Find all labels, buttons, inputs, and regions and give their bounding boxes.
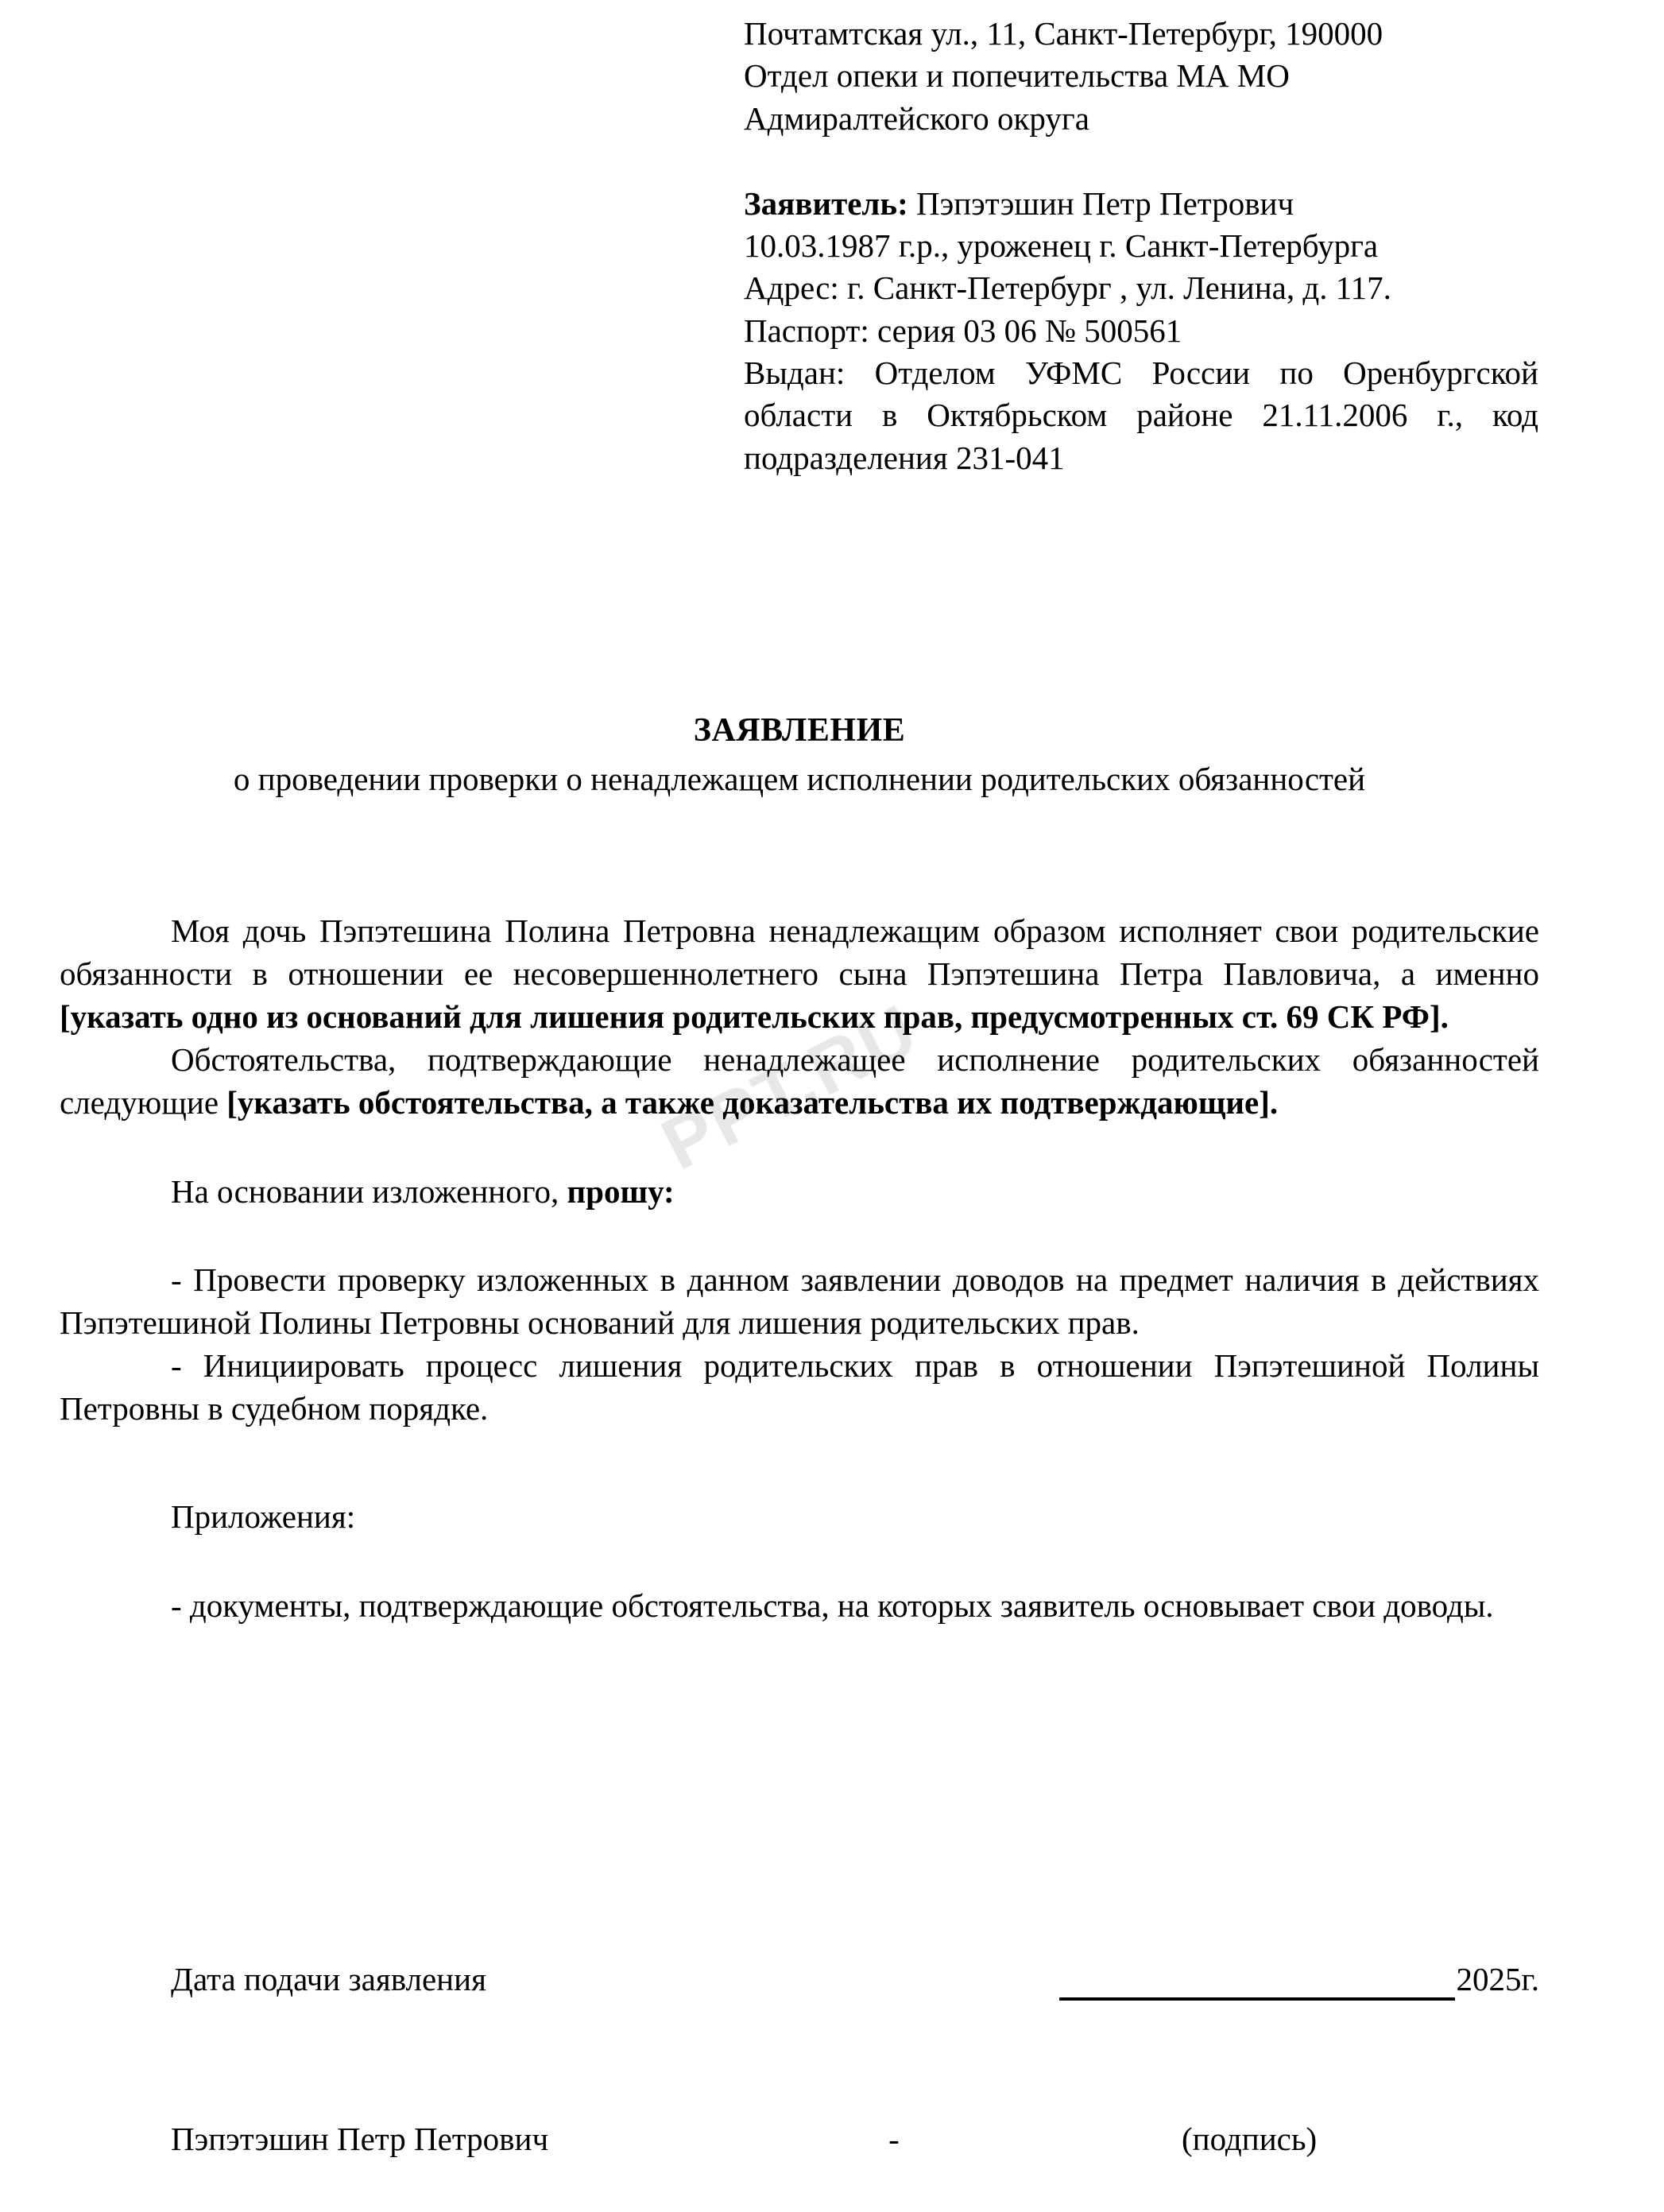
signature-row <box>60 2118 1539 2160</box>
watermark-text: PPT.RU <box>649 988 931 1186</box>
applicant-name: Пэпэтэшин Петр Петрович <box>916 184 1294 222</box>
date-label: Дата подачи заявления <box>171 1960 486 1997</box>
page-subtitle: о проведении проверки о ненадлежащем исполнении родительских обязанностей <box>233 761 1366 797</box>
body-spacer-2 <box>60 1213 1539 1259</box>
paragraph-circumstances <box>60 1039 1539 1125</box>
addressee-line-1: Почтамтская ул., 11, Санкт-Петербург, 190000 <box>744 15 1383 52</box>
request-item-1: - Провести проверку изложенных в данном заявлении доводов на предмет наличия в действиях Пэпэтешиной Полины Петровны оснований для лишения родительских прав. <box>60 1261 1539 1342</box>
paragraph-circumstances-placeholder: [указать обстоятельства, а также доказательства их подтверждающие]. <box>226 1083 1279 1121</box>
request-intro <box>60 1171 1539 1214</box>
addressee-line-3: Адмиралтейского округа <box>744 99 1089 137</box>
applicant-label: Заявитель: <box>744 184 908 222</box>
date-row <box>60 1951 1539 2001</box>
request-item-2: - Инициировать процесс лишения родительских прав в отношении Пэпэтешиной Полины Петровны в судебном порядке. <box>60 1347 1539 1428</box>
header-gap <box>744 140 1538 183</box>
applicant-passport-issuer-line: Выдан: Отделом УФМС России по Оренбургской области в Октябрьском районе 21.11.2006 г., код подразделения 231-041 <box>744 354 1538 476</box>
title-block <box>60 711 1539 800</box>
signer-name: Пэпэтэшин Петр Петрович <box>171 2121 549 2157</box>
date-year: 2025г. <box>1456 1960 1539 1997</box>
paragraph-grounds <box>60 910 1539 1039</box>
addressee-line-2: Отдел опеки и попечительства МА МО <box>744 57 1290 95</box>
applicant-passport-line: Паспорт: серия 03 06 № 500561 <box>744 312 1182 349</box>
attachment-item-1: - документы, подтверждающие обстоятельства, на которых заявитель основывает свои доводы. <box>171 1586 1494 1624</box>
paragraph-circumstances-lead: Обстоятельства, подтверждающие ненадлежащее исполнение родительских обязанностей следующие <box>60 1040 1539 1121</box>
body-spacer-1 <box>60 1125 1539 1171</box>
footer-block <box>60 1951 1539 2157</box>
signature-label: (подпись) <box>1182 2121 1318 2157</box>
attachments-heading: Приложения: <box>171 1498 356 1536</box>
request-intro-lead: На основании изложенного, <box>171 1172 567 1210</box>
signature-dash: - <box>888 2121 900 2157</box>
body-spacer-3 <box>60 1431 1539 1496</box>
applicant-birth-line: 10.03.1987 г.р., уроженец г. Санкт-Петербурга <box>744 227 1379 265</box>
body-block <box>60 910 1539 1628</box>
header-block <box>744 13 1538 479</box>
date-blank-line[interactable] <box>1059 1974 1455 2001</box>
paragraph-grounds-placeholder: [указать одно из оснований для лишения родительских прав, предусмотренных ст. 69 СК РФ]. <box>60 998 1449 1035</box>
paragraph-grounds-lead: Моя дочь Пэпэтешина Полина Петровна ненадлежащим образом исполняет свои родительские обязанности в отношении ее несовершеннолетнего сына Пэпэтешина Петра Павловича, а именно <box>60 912 1539 992</box>
applicant-address-line: Адрес: г. Санкт-Петербург , ул. Ленина, д. 117. <box>744 269 1391 307</box>
request-intro-emphasis: прошу: <box>567 1172 675 1210</box>
page-title: ЗАЯВЛЕНИЕ <box>693 712 906 749</box>
body-spacer-4 <box>60 1539 1539 1585</box>
applicant-name-line <box>744 183 1538 225</box>
